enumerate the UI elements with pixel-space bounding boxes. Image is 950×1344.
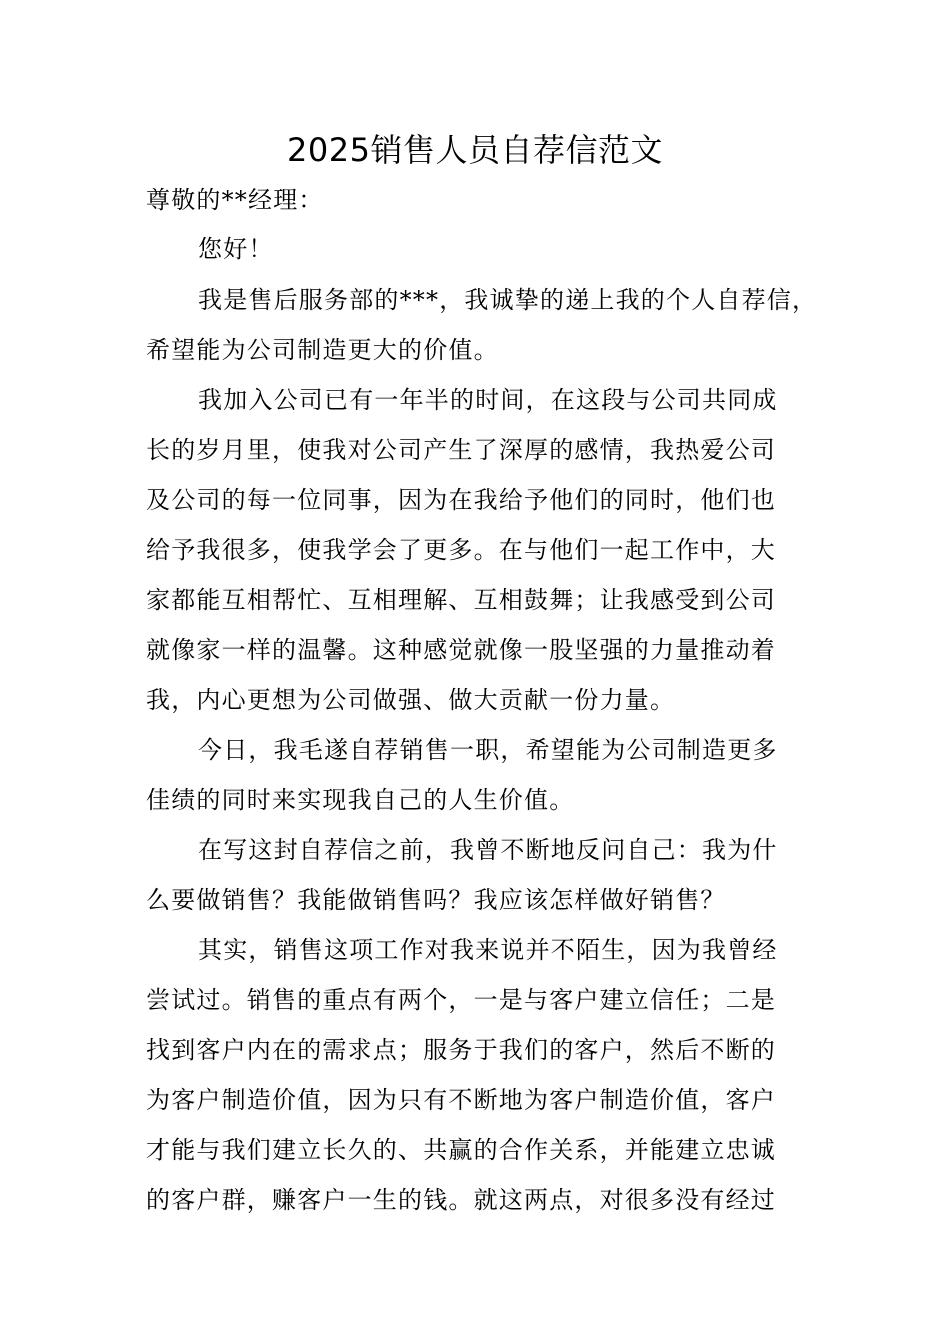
body-line: 才能与我们建立长久的、共赢的合作关系，并能建立忠诚 (146, 1136, 776, 1164)
body-line: 的客户群，赚客户一生的钱。就这两点，对很多没有经过 (146, 1186, 776, 1214)
body-line: 就像家一样的温馨。这种感觉就像一股坚强的力量推动着 (146, 636, 776, 664)
body-line: 长的岁月里，使我对公司产生了深厚的感情，我热爱公司 (146, 436, 776, 464)
body-line: 么要做销售？我能做销售吗？我应该怎样做好销售？ (146, 886, 726, 914)
document-title: 2025销售人员自荐信范文 (287, 131, 663, 169)
body-line: 及公司的每一位同事，因为在我给予他们的同时，他们也 (146, 486, 776, 514)
greeting-line: 您好！ (198, 235, 274, 263)
body-line: 在写这封自荐信之前，我曾不断地反问自己：我为什 (198, 836, 778, 864)
body-line: 佳绩的同时来实现我自己的人生价值。 (146, 786, 575, 814)
body-line: 其实，销售这项工作对我来说并不陌生，因为我曾经 (198, 936, 778, 964)
body-line: 家都能互相帮忙、互相理解、互相鼓舞；让我感受到公司 (146, 586, 776, 614)
body-line: 尝试过。销售的重点有两个，一是与客户建立信任；二是 (146, 986, 776, 1014)
body-line: 我加入公司已有一年半的时间，在这段与公司共同成 (198, 386, 778, 414)
body-line: 今日，我毛遂自荐销售一职，希望能为公司制造更多 (198, 736, 778, 764)
body-line: 给予我很多，使我学会了更多。在与他们一起工作中，大 (146, 536, 776, 564)
body-line: 希望能为公司制造更大的价值。 (146, 336, 499, 364)
body-line: 我，内心更想为公司做强、做大贡献一份力量。 (146, 686, 676, 714)
body-line: 我是售后服务部的***，我诚挚的递上我的个人自荐信， (198, 286, 818, 314)
body-line: 为客户制造价值，因为只有不断地为客户制造价值，客户 (146, 1086, 776, 1114)
salutation-line: 尊敬的**经理： (146, 186, 324, 214)
body-line: 找到客户内在的需求点；服务于我们的客户，然后不断的 (146, 1036, 776, 1064)
